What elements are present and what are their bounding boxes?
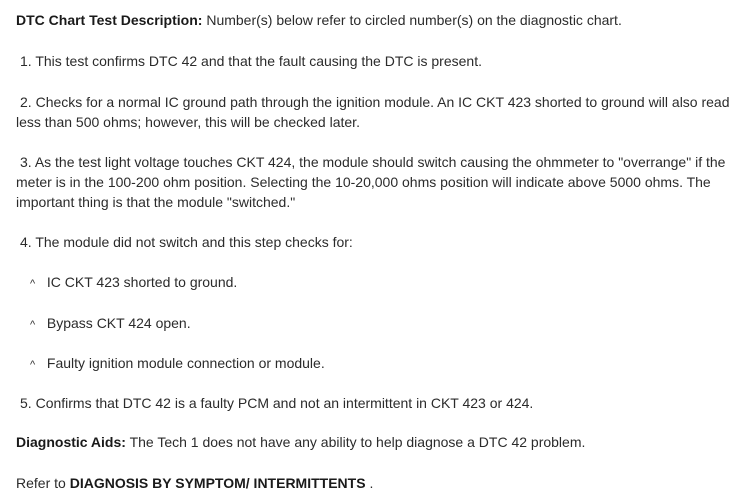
bullet-text: Faulty ignition module connection or module. <box>46 355 325 371</box>
bullet-item-1 <box>30 272 749 294</box>
step-text: As the test light voltage touches CKT 424, the module should switch causing the ohmmeter to "overrange" if the <box>34 154 726 170</box>
caret-icon: ^ <box>30 278 36 290</box>
header-text: Number(s) below refer to circled number(s) on the diagnostic chart. <box>206 12 622 28</box>
step-text: The module did not switch and this step checks for: <box>35 234 353 250</box>
step-number: 2. <box>20 94 32 110</box>
step-text: less than 500 ohms; however, this will be checked later. <box>16 114 360 130</box>
caret-icon: ^ <box>30 319 36 331</box>
diagnostic-aids-label: Diagnostic Aids: <box>16 434 126 450</box>
step-3-line-3 <box>16 192 744 212</box>
refer-line <box>16 473 744 493</box>
diagnostic-aids-text: The Tech 1 does not have any ability to help diagnose a DTC 42 problem. <box>129 434 586 450</box>
bullet-item-3 <box>30 353 749 375</box>
step-4 <box>20 232 748 252</box>
chart-description-header <box>16 10 744 30</box>
step-text: meter is in the 100-200 ohm position. Selecting the 10-20,000 ohms position will indicate above 5000 ohms. The <box>16 174 711 190</box>
step-number: 4. <box>20 234 32 250</box>
step-text: Checks for a normal IC ground path through the ignition module. An IC CKT 423 shorted to ground will also read <box>35 94 730 110</box>
bullet-item-2 <box>30 313 749 335</box>
step-number: 1. <box>20 53 32 69</box>
step-3-line-1 <box>20 152 748 172</box>
step-1 <box>20 51 748 71</box>
step-2-line-2 <box>16 112 744 132</box>
refer-suffix: . <box>369 475 374 491</box>
step-text: important thing is that the module "switched." <box>16 194 296 210</box>
step-number: 5. <box>20 395 32 411</box>
diagnostic-aids <box>16 432 744 452</box>
step-3-line-2 <box>16 172 744 192</box>
step-5 <box>20 393 748 413</box>
step-text: Confirms that DTC 42 is a faulty PCM and not an intermittent in CKT 423 or 424. <box>35 395 534 411</box>
step-text: This test confirms DTC 42 and that the fault causing the DTC is present. <box>35 53 482 69</box>
bullet-text: IC CKT 423 shorted to ground. <box>46 274 238 290</box>
bullet-text: Bypass CKT 424 open. <box>46 315 191 331</box>
step-number: 3. <box>20 154 32 170</box>
refer-link[interactable]: DIAGNOSIS BY SYMPTOM/ INTERMITTENTS <box>69 475 366 491</box>
refer-prefix: Refer to <box>16 475 66 491</box>
step-2-line-1 <box>20 92 748 112</box>
header-label: DTC Chart Test Description: <box>16 12 203 28</box>
caret-icon: ^ <box>30 359 36 371</box>
